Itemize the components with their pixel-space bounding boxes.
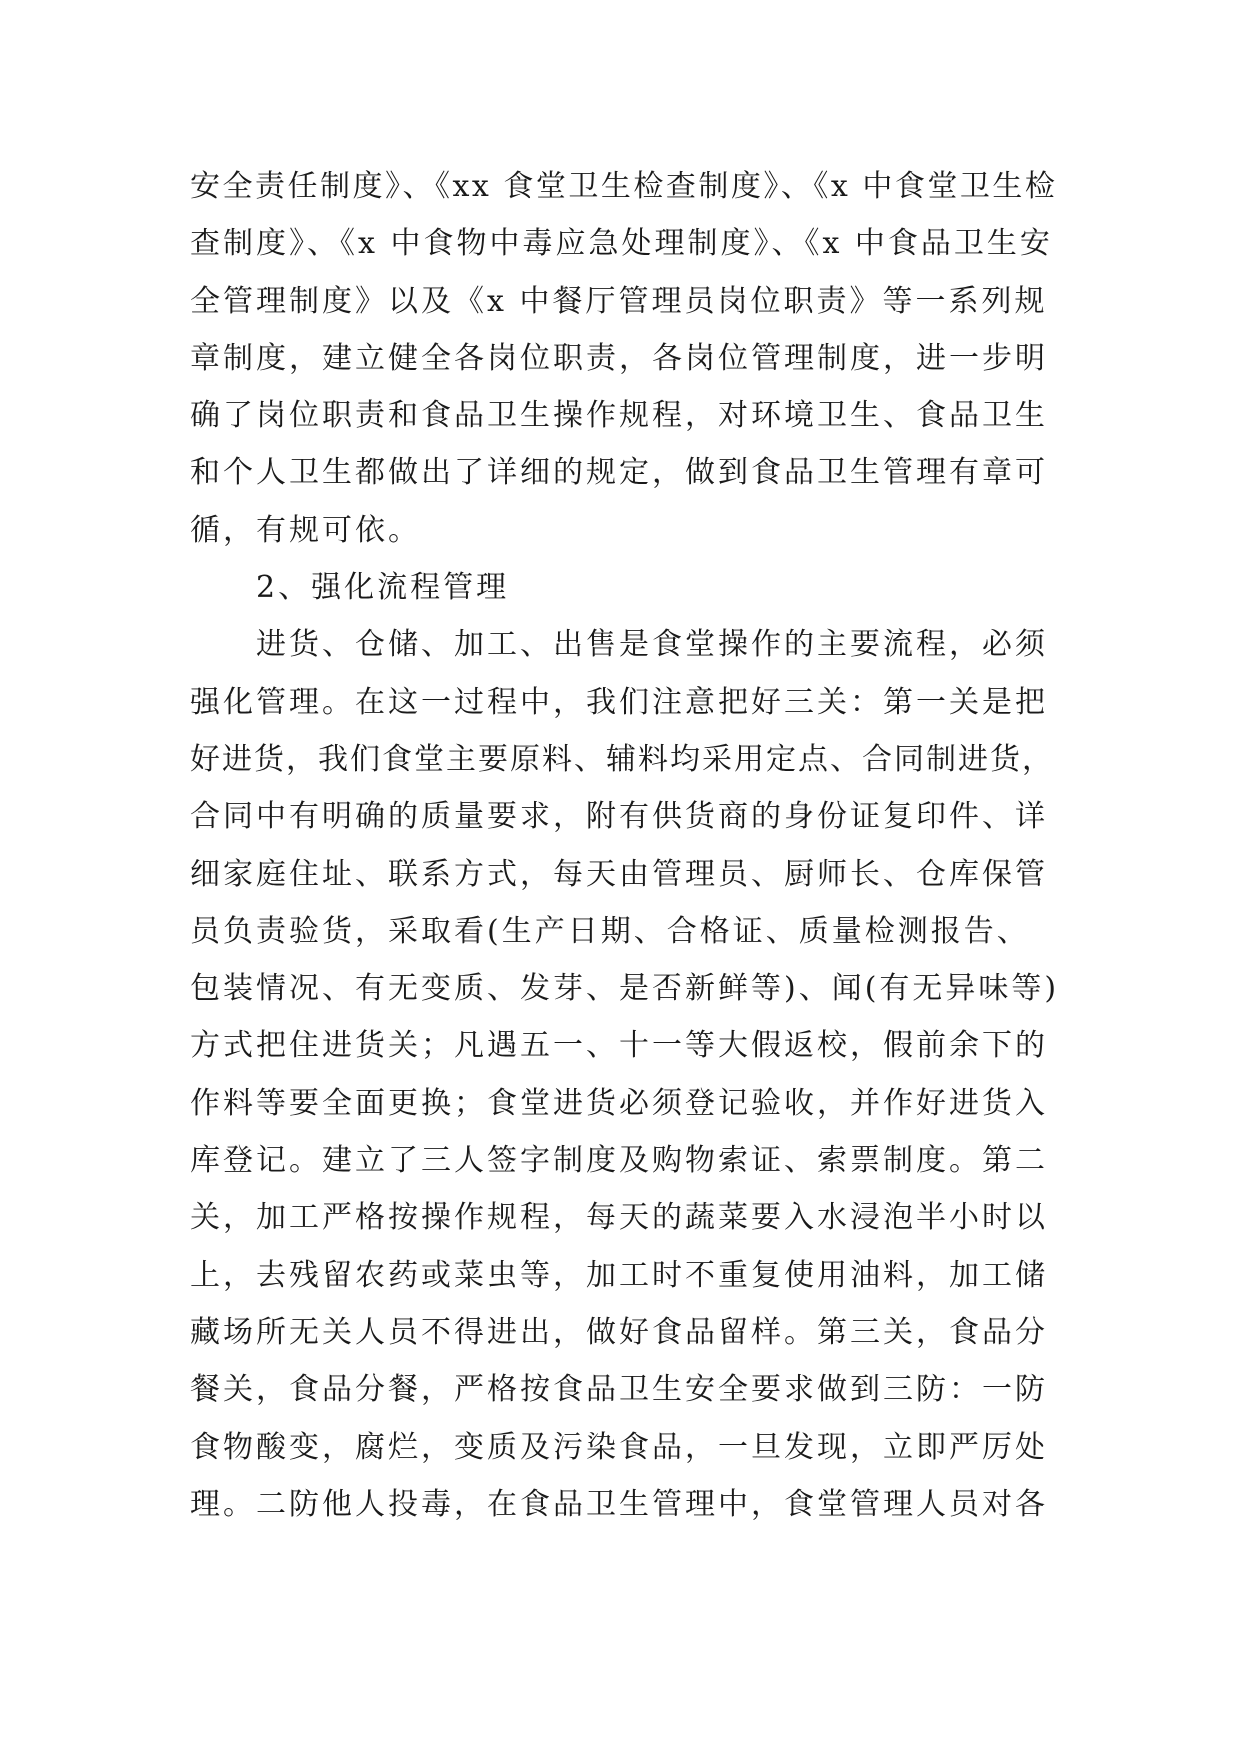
text-line: 方式把住进货关；凡遇五一、十一等大假返校，假前余下的: [190, 1028, 1048, 1064]
text-line: 全管理制度》以及《x 中餐厅管理员岗位职责》等一系列规: [190, 283, 1048, 319]
text-line: 食物酸变，腐烂，变质及污染食品，一旦发现，立即严厉处: [190, 1429, 1048, 1465]
text-line: 查制度》、《x 中食物中毒应急处理制度》、《x 中食品卫生安: [190, 226, 1053, 262]
text-line: 餐关，食品分餐，严格按食品卫生安全要求做到三防：一防: [190, 1372, 1048, 1408]
text-line: 章制度，建立健全各岗位职责，各岗位管理制度，进一步明: [190, 340, 1048, 376]
text-line: 员负责验货，采取看(生产日期、合格证、质量检测报告、: [190, 913, 1030, 949]
text-line: 上，去残留农药或菜虫等，加工时不重复使用油料，加工储: [190, 1257, 1048, 1293]
text-line: 好进货，我们食堂主要原料、辅料均采用定点、合同制进货，: [190, 741, 1054, 777]
text-line: 藏场所无关人员不得进出，做好食品留样。第三关，食品分: [190, 1314, 1048, 1350]
document-body: [190, 158, 1060, 1533]
text-line: 和个人卫生都做出了详细的规定，做到食品卫生管理有章可: [190, 455, 1048, 491]
section-heading: 2、强化流程管理: [256, 570, 510, 606]
text-line: 循，有规可依。: [190, 512, 421, 548]
text-line: 关，加工严格按操作规程，每天的蔬菜要入水浸泡半小时以: [190, 1200, 1048, 1236]
text-line: 理。二防他人投毒，在食品卫生管理中，食堂管理人员对各: [190, 1486, 1048, 1522]
text-line: 包装情况、有无变质、发芽、是否新鲜等)、闻(有无异味等): [190, 971, 1060, 1007]
text-line: 安全责任制度》、《xx 食堂卫生检查制度》、《x 中食堂卫生检: [190, 169, 1058, 204]
text-line: 强化管理。在这一过程中，我们注意把好三关：第一关是把: [190, 684, 1048, 720]
text-line: 进货、仓储、加工、出售是食堂操作的主要流程，必须: [256, 627, 1048, 663]
text-line: 确了岗位职责和食品卫生操作规程，对环境卫生、食品卫生: [190, 398, 1048, 434]
text-line: 库登记。建立了三人签字制度及购物索证、索票制度。第二: [190, 1143, 1048, 1179]
text-line: 合同中有明确的质量要求，附有供货商的身份证复印件、详: [190, 799, 1048, 835]
text-line: 作料等要全面更换；食堂进货必须登记验收，并作好进货入: [190, 1085, 1048, 1121]
text-line: 细家庭住址、联系方式，每天由管理员、厨师长、仓库保管: [190, 856, 1048, 892]
